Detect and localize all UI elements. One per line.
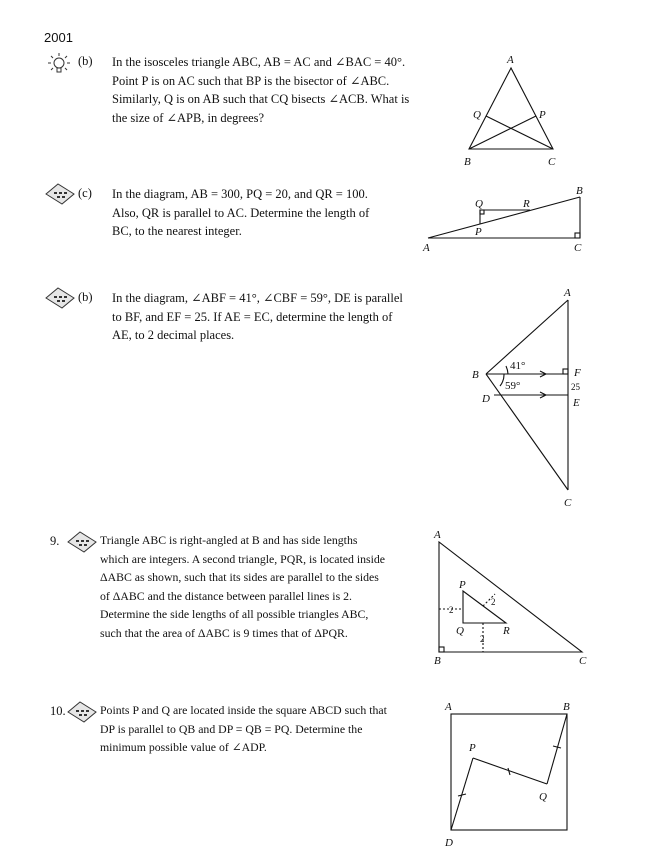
label-d: D	[445, 837, 453, 849]
label-c: C	[574, 242, 582, 254]
problem-line: minimum possible value of ∠ADP.	[100, 740, 267, 755]
problem-line: Similarly, Q is on AB such that CQ bisects ∠ACB. What is	[112, 92, 410, 107]
label-d: D	[482, 393, 490, 405]
label-a: A	[434, 529, 441, 541]
problem-line: In the diagram, AB = 300, PQ = 20, and QR = 100.	[112, 187, 368, 201]
right-triangle-figure	[425, 526, 600, 671]
label-p: P	[459, 579, 466, 591]
problem-line: Triangle ABC is right-angled at B and has side lengths	[100, 533, 358, 547]
problem-line: such that the area of ΔABC is 9 times that of ΔPQR.	[100, 625, 348, 640]
problem-label: 9.	[50, 534, 60, 548]
label-b: B	[434, 655, 441, 667]
calculator-icon	[44, 286, 76, 310]
isosceles-triangle-figure	[455, 50, 575, 172]
problem-line: DP is parallel to QB and DP = QB = PQ. Determine the	[100, 721, 363, 736]
problem-text	[100, 531, 410, 643]
calculator-icon	[66, 530, 98, 554]
label-r: R	[523, 198, 530, 210]
problem-text	[100, 701, 410, 757]
label-p: P	[539, 109, 546, 121]
problem-text	[112, 289, 447, 345]
label-r: R	[503, 625, 510, 637]
label-p: P	[469, 742, 476, 754]
problem-line: to BF, and EF = 25. If AE = EC, determine the length of	[112, 309, 393, 324]
problem-line: BC, to the nearest integer.	[112, 224, 242, 239]
label-c: C	[579, 655, 587, 667]
problem-label: (b)	[78, 54, 93, 68]
problem-line: In the isosceles triangle ABC, AB = AC and ∠BAC = 40°.	[112, 55, 406, 69]
problem-line: the size of ∠APB, in degrees?	[112, 110, 265, 125]
label-a: A	[423, 242, 430, 254]
ef-length-label: 25	[571, 382, 580, 392]
square-figure	[435, 700, 585, 855]
problem-line: Point P is on AC such that BP is the bisector of ∠ABC.	[112, 73, 390, 88]
problem-line: Points P and Q are located inside the square ABCD such that	[100, 703, 387, 717]
distance-label-left: 2	[449, 605, 454, 615]
problem-line: of ΔABC and the distance between parallel lines is 2.	[100, 588, 352, 603]
distance-label-diagonal: 2	[491, 597, 496, 607]
angle-59-label: 59°	[505, 380, 521, 392]
problem-line: In the diagram, ∠ABF = 41°, ∠CBF = 59°, DE is parallel	[112, 291, 403, 305]
problem-line: which are integers. A second triangle, PQR, is located inside	[100, 551, 386, 566]
problem-label: (c)	[78, 186, 92, 200]
label-e: E	[573, 397, 580, 409]
page-year: 2001	[44, 30, 73, 45]
label-c: C	[548, 156, 556, 168]
lightbulb-icon	[44, 52, 74, 76]
problem-text	[112, 53, 442, 127]
label-f: F	[574, 367, 581, 379]
angle-41-label: 41°	[510, 360, 526, 372]
problem-line: AE, to 2 decimal places.	[112, 328, 235, 343]
calculator-icon	[66, 700, 98, 724]
distance-label-bottom: 2	[480, 634, 485, 644]
label-c: C	[564, 497, 572, 509]
problem-line: Also, QR is parallel to AC. Determine the length of	[112, 205, 370, 220]
label-a: A	[507, 54, 514, 66]
problem-line: Determine the side lengths of all possible triangles ABC,	[100, 607, 369, 622]
problem-label: (b)	[78, 290, 93, 304]
label-b: B	[563, 701, 570, 713]
calculator-icon	[44, 182, 76, 206]
label-q: Q	[475, 198, 483, 210]
label-q: Q	[456, 625, 464, 637]
label-b: B	[472, 369, 479, 381]
problem-text	[112, 185, 412, 241]
problem-label: 10.	[50, 704, 66, 718]
label-q: Q	[473, 109, 481, 121]
label-a: A	[445, 701, 452, 713]
label-b: B	[464, 156, 471, 168]
label-a: A	[564, 287, 571, 299]
label-b: B	[576, 185, 583, 197]
angle-figure	[462, 282, 602, 514]
label-p: P	[475, 226, 482, 238]
parallel-lines-figure	[418, 183, 598, 258]
label-q: Q	[539, 791, 547, 803]
problem-line: ΔABC as shown, such that its sides are parallel to the sides	[100, 570, 379, 585]
